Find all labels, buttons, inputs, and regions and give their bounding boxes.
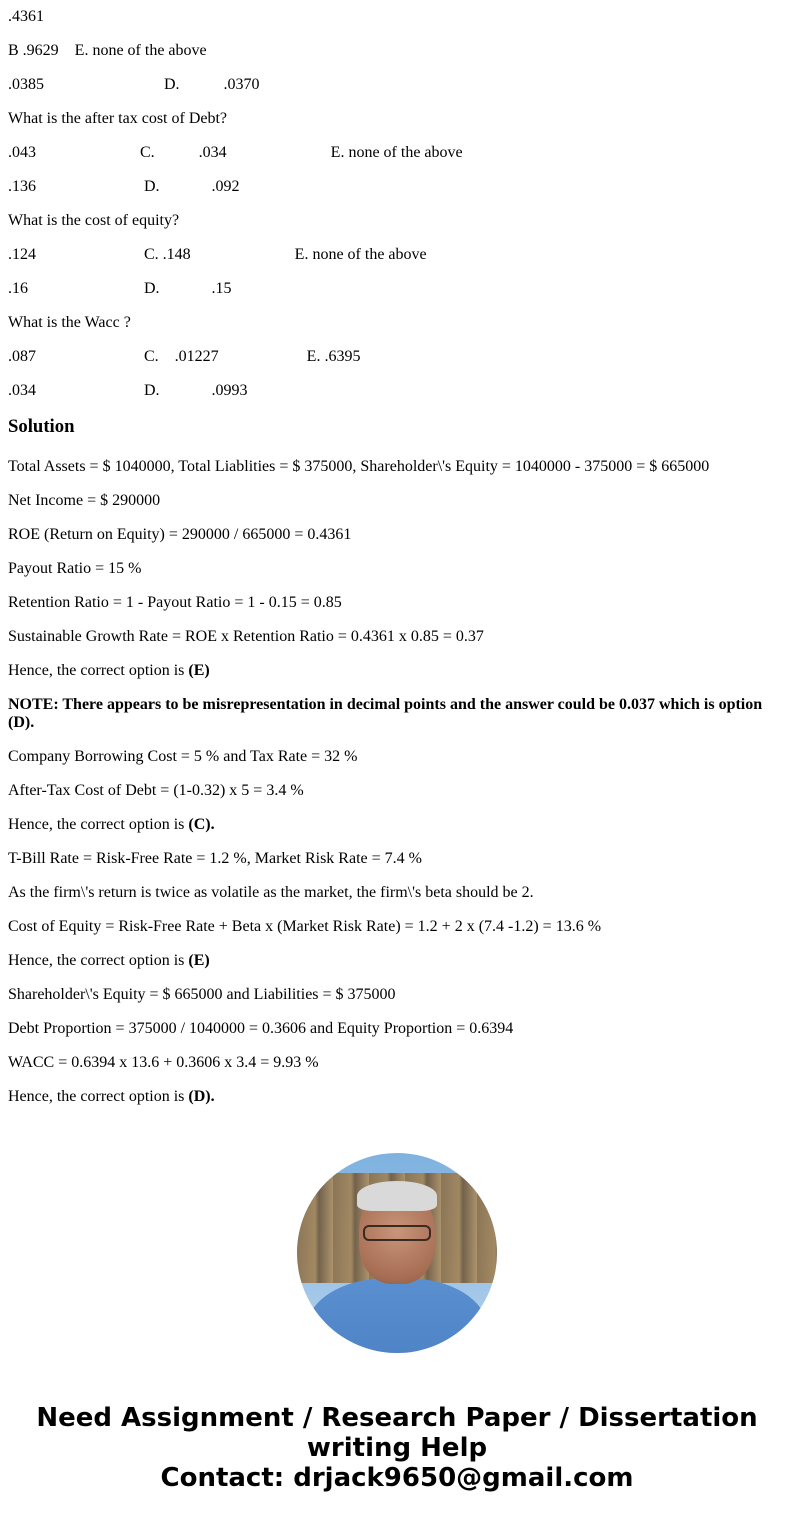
photo-hair [357, 1181, 437, 1211]
solution-line [8, 1046, 786, 1080]
solution-line [8, 978, 786, 1012]
question-line [8, 238, 786, 272]
solution-text: WACC = 0.6394 x 13.6 + 0.3606 x 3.4 = 9.93 % [8, 1054, 319, 1071]
solution-text: Debt Proportion = 375000 / 1040000 = 0.3606 and Equity Proportion = 0.6394 [8, 1020, 514, 1037]
question-line [8, 306, 786, 340]
question-text: .16 D. .15 [8, 280, 232, 297]
question-block [8, 0, 786, 408]
solution-text: Net Income = $ 290000 [8, 492, 161, 509]
solution-text: Hence, the correct option is [8, 952, 189, 969]
question-line [8, 102, 786, 136]
solution-text: ROE (Return on Equity) = 290000 / 665000 = 0.4361 [8, 526, 352, 543]
solution-line [8, 842, 786, 876]
footer-contact: Contact: drjack9650@gmail.com [160, 1463, 634, 1493]
question-text: .136 D. .092 [8, 178, 240, 195]
question-text: .4361 [8, 8, 44, 25]
question-text: What is the Wacc ? [8, 314, 131, 331]
question-text: What is the after tax cost of Debt? [8, 110, 228, 127]
solution-text: T-Bill Rate = Risk-Free Rate = 1.2 %, Market Risk Rate = 7.4 % [8, 850, 422, 867]
solution-text: Sustainable Growth Rate = ROE x Retention Ratio = 0.4361 x 0.85 = 0.37 [8, 628, 484, 645]
question-line [8, 170, 786, 204]
question-text: .0385 D. .0370 [8, 76, 260, 93]
solution-text: Company Borrowing Cost = 5 % and Tax Rate = 32 % [8, 748, 358, 765]
question-line [8, 34, 786, 68]
solution-line [8, 1012, 786, 1046]
solution-line [8, 518, 786, 552]
contact-footer [0, 1403, 794, 1493]
solution-text: Total Assets = $ 1040000, Total Liablities = $ 375000, Shareholder\'s Equity = 1040000 - 375000 = $ 665000 [8, 458, 710, 475]
solution-line [8, 944, 786, 978]
solution-line [8, 1080, 786, 1114]
solution-line [8, 774, 786, 808]
answer-option: (E) [188, 952, 210, 969]
question-line [8, 374, 786, 408]
solution-text: As the firm\'s return is twice as volatile as the market, the firm\'s beta should be 2. [8, 884, 534, 901]
question-line [8, 136, 786, 170]
solution-line [8, 808, 786, 842]
question-text: .043 C. .034 E. none of the above [8, 144, 463, 161]
solution-text: After-Tax Cost of Debt = (1-0.32) x 5 = 3.4 % [8, 782, 304, 799]
solution-text: Shareholder\'s Equity = $ 665000 and Liabilities = $ 375000 [8, 986, 396, 1003]
solution-line [8, 654, 786, 688]
answer-option: (E) [188, 662, 210, 679]
question-text: What is the cost of equity? [8, 212, 180, 229]
solution-line [8, 586, 786, 620]
footer-line: writing Help [306, 1433, 488, 1463]
solution-heading: Solution [8, 416, 75, 437]
solution-line [8, 484, 786, 518]
solution-text: Payout Ratio = 15 % [8, 560, 142, 577]
question-line [8, 68, 786, 102]
question-line [8, 272, 786, 306]
question-text: .034 D. .0993 [8, 382, 248, 399]
solution-block [8, 450, 786, 1114]
solution-line [8, 910, 786, 944]
solution-line [8, 620, 786, 654]
note-text: NOTE: There appears to be misrepresentation in decimal points and the answer could be 0.037 which is option (D). [8, 696, 763, 731]
question-text: .087 C. .01227 E. .6395 [8, 348, 361, 365]
solution-text: Hence, the correct option is [8, 816, 189, 833]
solution-text: Hence, the correct option is [8, 1088, 189, 1105]
solution-line [8, 552, 786, 586]
solution-line [8, 450, 786, 484]
solution-text: Hence, the correct option is [8, 662, 189, 679]
photo-shirt [307, 1278, 487, 1353]
question-text: B .9629 E. none of the above [8, 42, 207, 59]
answer-option: (C). [188, 816, 215, 833]
question-line [8, 204, 786, 238]
photo-glasses [363, 1225, 431, 1241]
solution-text: Retention Ratio = 1 - Payout Ratio = 1 - 0.15 = 0.85 [8, 594, 342, 611]
question-line [8, 340, 786, 374]
question-text: .124 C. .148 E. none of the above [8, 246, 427, 263]
author-photo [297, 1153, 497, 1353]
solution-line [8, 876, 786, 910]
answer-option: (D). [188, 1088, 215, 1105]
footer-line: Need Assignment / Research Paper / Dissertation [36, 1403, 758, 1433]
solution-text: Cost of Equity = Risk-Free Rate + Beta x (Market Risk Rate) = 1.2 + 2 x (7.4 -1.2) = 13.6 % [8, 918, 602, 935]
question-line [8, 0, 786, 34]
solution-line [8, 740, 786, 774]
